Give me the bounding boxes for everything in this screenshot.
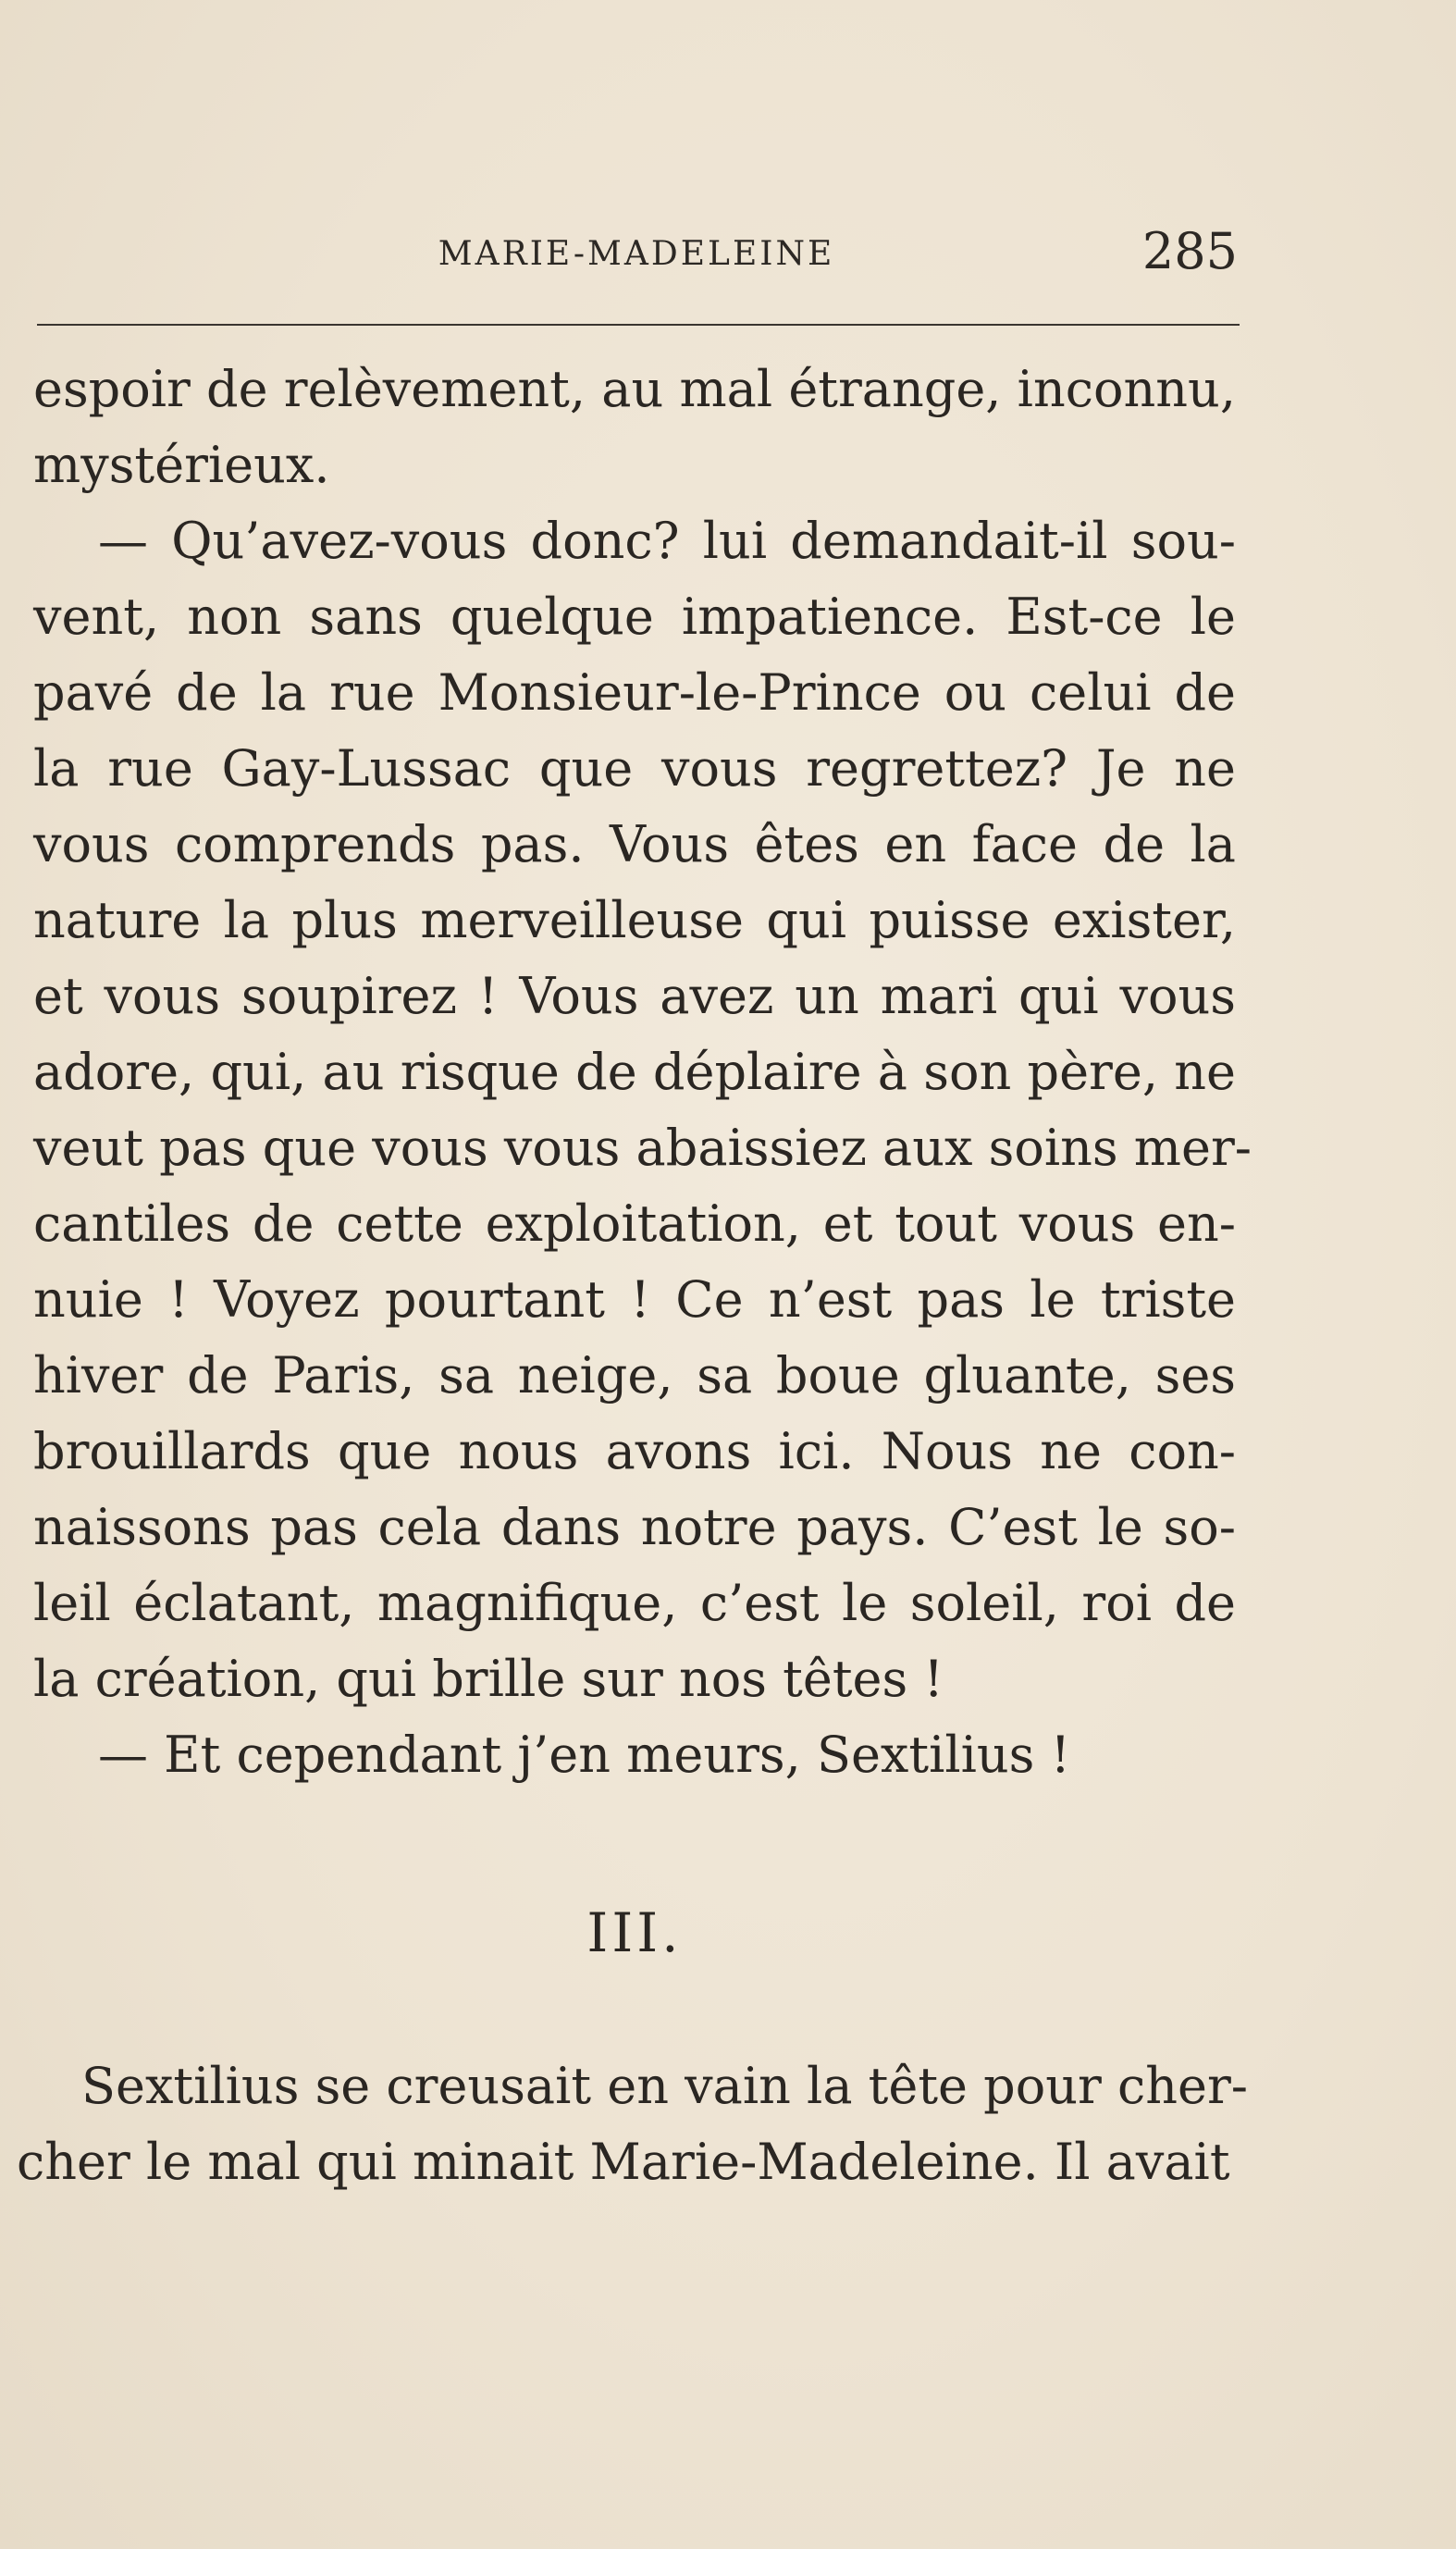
text-line: pavé de la rue Monsieur-le-Prince ou celui de [33,663,1236,722]
text-line: — Qu’avez-vous donc? lui demandait-il sou- [98,512,1236,570]
text-line: vent, non sans quelque impatience. Est-ce le [33,588,1236,646]
text-line: la création, qui brille sur nos têtes ! [33,1650,944,1708]
running-title: MARIE-MADELEINE [438,235,835,273]
body-text [33,352,1252,1793]
text-line: espoir de relèvement, au mal étrange, inconnu, [33,360,1236,418]
text-line: brouillards que nous avons ici. Nous ne con- [33,1422,1236,1480]
text-line: adore, qui, au risque de déplaire à son père, ne [33,1043,1236,1101]
text-line: nature la plus merveilleuse qui puisse exister, [33,891,1236,949]
section-heading: III. [586,1901,683,1964]
text-line: — Et cependant j’en meurs, Sextilius ! [98,1726,1071,1784]
text-line: mystérieux. [33,436,330,494]
text-line: vous comprends pas. Vous êtes en face de la [33,815,1236,873]
text-line: et vous soupirez ! Vous avez un mari qui vous [33,967,1236,1025]
text-line: naissons pas cela dans notre pays. C’est le so- [33,1498,1236,1556]
text-line: cantiles de cette exploitation, et tout vous en- [33,1194,1236,1253]
text-line: nuie ! Voyez pourtant ! Ce n’est pas le triste [33,1270,1236,1329]
text-line: Sextilius se creusait en vain la tête pour cher- [81,2057,1249,2115]
text-line: cher le mal qui minait Marie-Madeleine. Il avait [17,2133,1230,2191]
text-line: hiver de Paris, sa neige, sa boue gluante, ses [33,1346,1236,1404]
text-line: la rue Gay-Lussac que vous regrettez? Je ne [33,739,1236,798]
section-text [17,2048,1249,2200]
text-line: veut pas que vous vous abaissiez aux soins mer- [33,1119,1252,1177]
text-line: leil éclatant, magnifique, c’est le soleil, roi de [33,1574,1236,1632]
page-number: 285 [1141,222,1238,280]
running-head [35,222,1238,294]
header-rule [37,324,1240,326]
